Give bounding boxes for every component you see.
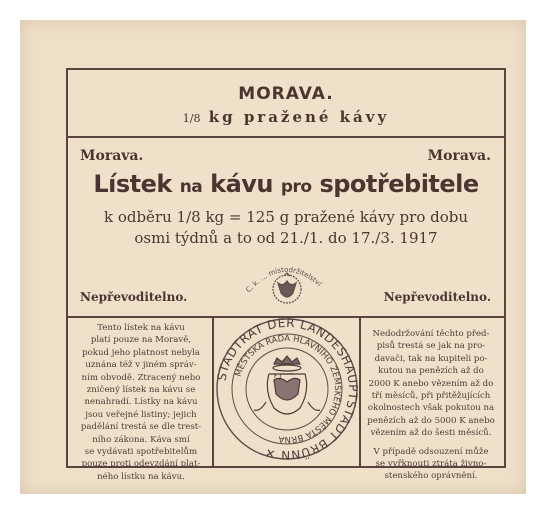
- text-line: zničený lístek na kávu se: [86, 385, 196, 396]
- city-council-seal: [214, 316, 360, 462]
- non-transferable-left: Nepřevoditelno.: [80, 290, 188, 304]
- text-line: pisů trestá se jak na pro-: [376, 341, 486, 352]
- text-line: Tento lístek na kávu: [97, 323, 185, 333]
- text-line: platí pouze na Moravě,: [90, 335, 192, 346]
- office-stamp-text: C. k. ... místodržitelství: [244, 265, 323, 295]
- text-line: se vydávati spotřebitelům: [84, 447, 198, 458]
- text-line: Nedodržování těchto před-: [372, 329, 490, 339]
- title-word-1: Lístek: [93, 170, 172, 198]
- text-line: tří měsíců, při přitěžujících: [371, 391, 491, 402]
- text-line: pokud jeho platnost nebyla: [82, 347, 200, 358]
- text-line: ného lístku na kávu.: [97, 471, 185, 482]
- text-line: stenského oprávnění.: [384, 471, 478, 482]
- text-line: uznána též v jiném správ-: [85, 360, 197, 371]
- text-line: ním obvodě. Ztracený nebo: [81, 372, 201, 383]
- coat-of-arms-icon: [254, 356, 320, 414]
- divider-header: [66, 136, 506, 138]
- text-line: kutou na penězích až do: [378, 366, 484, 377]
- quantity-fraction: 1/8: [182, 112, 201, 125]
- text-line: jsou veřejné listiny; jejich: [85, 409, 197, 420]
- text-line: ního zákona. Káva smí: [92, 434, 190, 445]
- title-word-5: spotřebitele: [319, 170, 479, 198]
- seal-outer-text: STADTRAT DER LANDESHAUPTSTADT BRÜNN ✕: [214, 316, 360, 462]
- allocation-line: k odběru 1/8 kg = 125 g pražené kávy pro dobu: [103, 208, 469, 226]
- title-word-3: kávu: [210, 170, 274, 198]
- text-line: davači, tak na kupiteli po-: [374, 353, 488, 364]
- penalty-notice-text: [362, 328, 500, 483]
- eagle-stamp-icon: [232, 256, 342, 316]
- quantity-heading: [66, 108, 506, 126]
- text-line: se vyřknouti ztráta živno-: [375, 459, 487, 470]
- quantity-text: kg pražené kávy: [208, 108, 390, 126]
- text-line: penězích až do 5000 K anebo: [367, 415, 495, 426]
- text-line: okolnostech však pokutou na: [367, 403, 495, 414]
- region-label-left: Morava.: [80, 148, 144, 164]
- text-line: nenahradí. Lístky na kávu: [84, 397, 198, 408]
- text-line: pouze proti odevzdání plat-: [81, 459, 201, 470]
- title-word-4: pro: [280, 177, 312, 197]
- region-label-right: Morava.: [427, 148, 491, 164]
- coffee-card-title: [66, 170, 506, 198]
- non-transferable-right: Nepřevoditelno.: [383, 290, 491, 304]
- region-heading: MORAVA.: [238, 84, 334, 104]
- seal-inner-text: MĚSTSKÁ RADA HLAVNÍHO ZEMSKÉHO MĚSTA BRNA: [233, 333, 343, 445]
- title-word-2: na: [179, 177, 203, 197]
- text-line: padělání trestá se dle trest-: [80, 422, 202, 433]
- validity-notice-text: [72, 322, 210, 483]
- text-line: vězením až do šesti měsíců.: [370, 428, 492, 439]
- seal-icon: [214, 316, 360, 462]
- text-line: 2000 K anebo vězením až do: [368, 378, 494, 389]
- text-line: V případě odsouzení může: [373, 446, 489, 457]
- seal-monogram: F J: [274, 373, 282, 380]
- validity-period-line: osmi týdnů a to od 21./1. do 17./3. 1917: [134, 229, 438, 247]
- office-stamp: [232, 256, 342, 316]
